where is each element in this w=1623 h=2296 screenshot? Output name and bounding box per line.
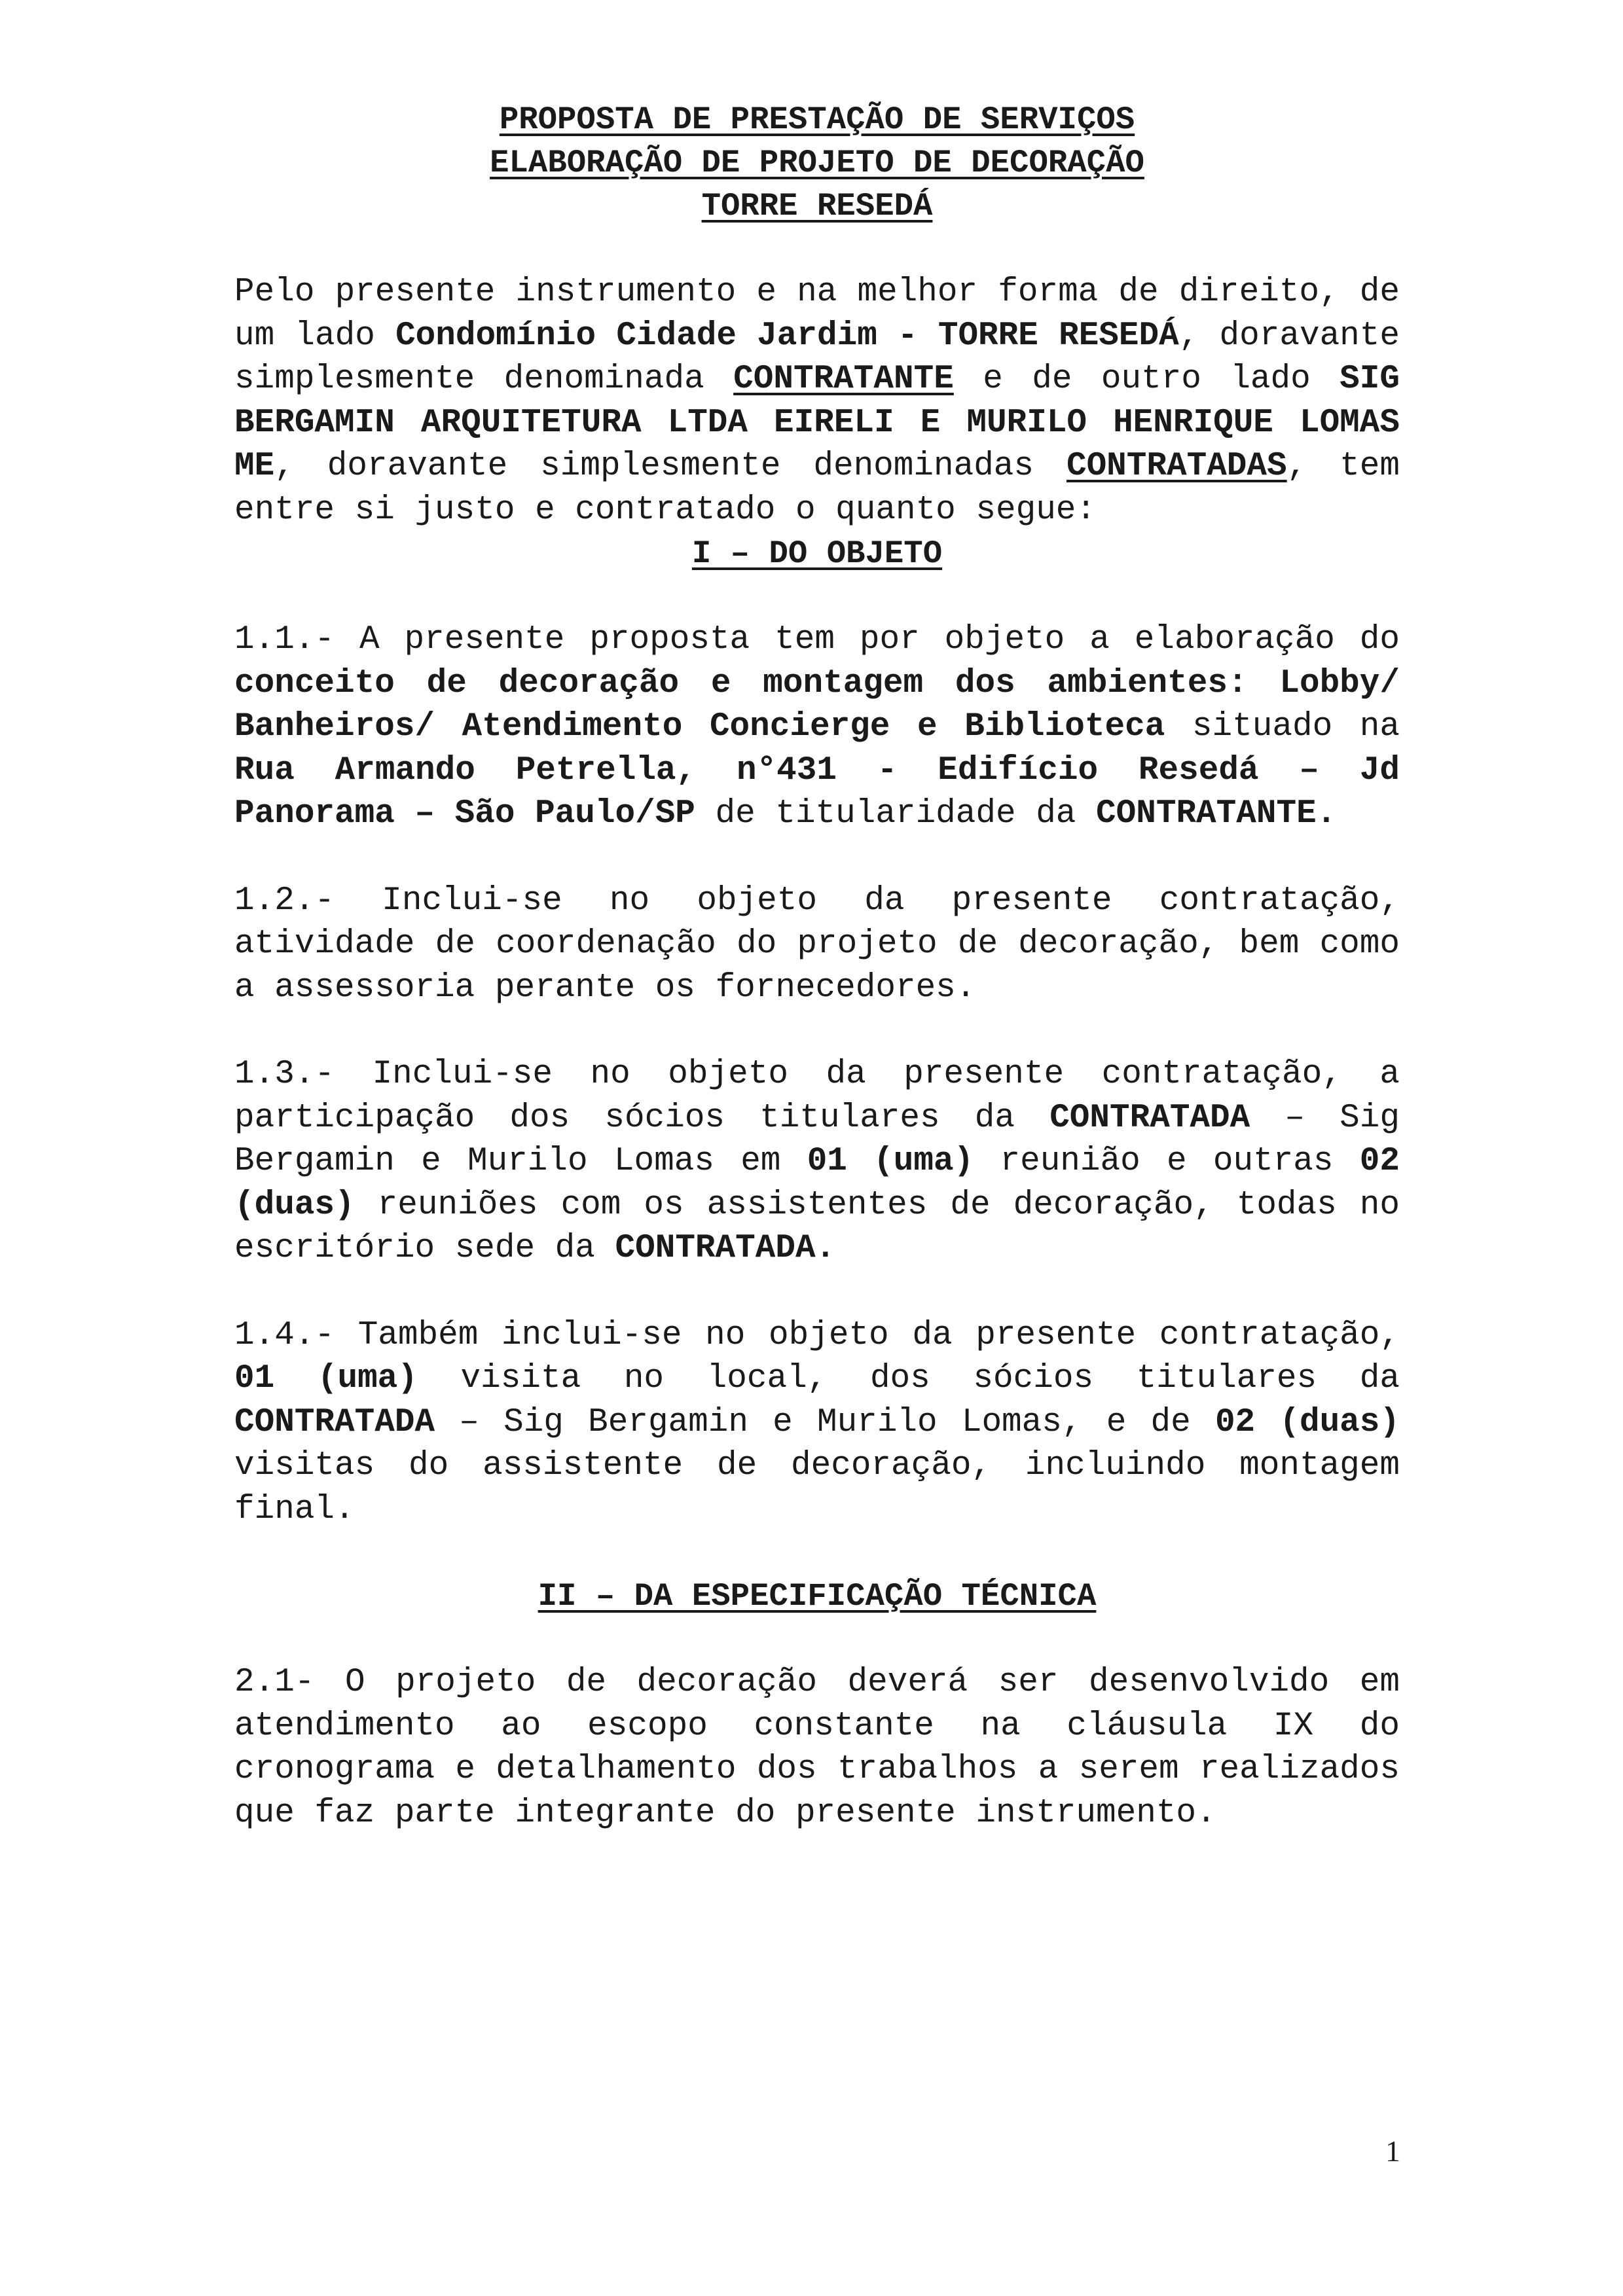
document-title	[234, 98, 1400, 228]
clause-1-1: 1.1.- A presente proposta tem por objeto a elaboração do conceito de decoração e montagem dos ambientes: Lobby/ Banheiros/ Atendimento Concierge e Biblioteca situado na Rua Armando Petrella, n°431 - Edifício Resedá – Jd Panorama – São Paulo/SP de titularidade da CONTRATANTE.	[234, 621, 1400, 833]
clause-2-1: 2.1- O projeto de decoração deverá ser desenvolvido em atendimento ao escopo constante na cláusula IX do cronograma e detalhamento dos trabalhos a serem realizados que faz parte integrante do presente instrumento.	[234, 1664, 1400, 1832]
clause-1-3: 1.3.- Inclui-se no objeto da presente contratação, a participação dos sócios titulares da CONTRATADA – Sig Bergamin e Murilo Lomas em 01 (uma) reunião e outras 02 (duas) reuniões com os assistentes de decoração, todas no escritório sede da CONTRATADA.	[234, 1056, 1400, 1267]
contratadas-name: SIG BERGAMIN ARQUITETURA LTDA EIRELI E MURILO HENRIQUE LOMAS ME	[234, 361, 1400, 485]
clause-1-2: 1.2.- Inclui-se no objeto da presente contratação, atividade de coordenação do projeto de decoração, bem como a assessoria perante os fornecedores.	[234, 882, 1400, 1007]
intro-paragraph: Pelo presente instrumento e na melhor forma de direito, de um lado Condomínio Cidade Jardim - TORRE RESEDÁ, doravante simplesmente denominada CONTRATANTE e de outro lado SIG BERGAMIN ARQUITETURA LTDA EIRELI E MURILO HENRIQUE LOMAS ME, doravante simplesmente denominadas CONTRATADAS, tem entre si justo e contratado o quanto segue:	[234, 274, 1400, 529]
contratadas-label: CONTRATADAS	[1066, 448, 1287, 485]
section-heading-especificacao: II – DA ESPECIFICAÇÃO TÉCNICA	[538, 1578, 1097, 1615]
clause-1-4: 1.4.- Também inclui-se no objeto da presente contratação, 01 (uma) visita no local, dos sócios titulares da CONTRATADA – Sig Bergamin e Murilo Lomas, e de 02 (duas) visitas do assistente de decoração, incluindo montagem final.	[234, 1316, 1400, 1528]
contratante-name: Condomínio Cidade Jardim - TORRE RESEDÁ	[395, 317, 1179, 355]
page-number: 1	[1385, 2134, 1400, 2168]
section-heading-objeto: I – DO OBJETO	[691, 535, 943, 572]
title-line-2: ELABORAÇÃO DE PROJETO DE DECORAÇÃO	[490, 145, 1144, 181]
document-page	[234, 98, 1400, 1835]
contratante-label: CONTRATANTE	[733, 361, 954, 398]
title-line-3: TORRE RESEDÁ	[701, 188, 933, 224]
title-line-1: PROPOSTA DE PRESTAÇÃO DE SERVIÇOS	[499, 101, 1135, 138]
